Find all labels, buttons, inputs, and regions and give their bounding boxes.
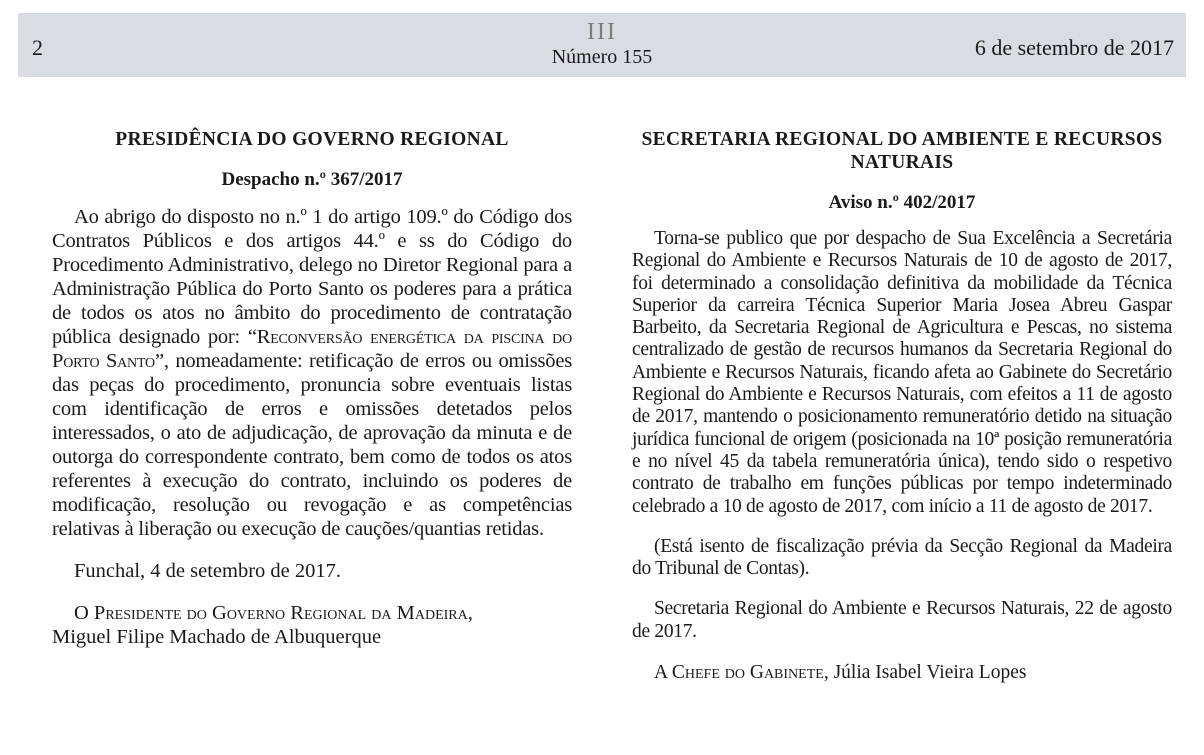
right-paragraph-3: Secretaria Regional do Ambiente e Recursos Naturais, 22 de agosto de 2017.: [632, 598, 1172, 642]
left-column: [52, 128, 572, 649]
right-signer-name: Júlia Isabel Vieira Lopes: [828, 662, 1027, 684]
right-signer-role: A Chefe do Gabinete,: [654, 662, 829, 684]
left-organization: PRESIDÊNCIA DO GOVERNO REGIONAL: [115, 129, 509, 150]
left-place-date: Funchal, 4 de setembro de 2017.: [74, 560, 342, 582]
left-signer-name: Miguel Filipe Machado de Albuquerque: [52, 626, 382, 648]
left-paragraph-1: [52, 205, 572, 541]
right-organization: SECRETARIA REGIONAL DO AMBIENTE E RECURSOS NATURAIS: [641, 129, 1163, 173]
issue-number: Número 155: [551, 46, 653, 68]
left-signer-role: O Presidente do Governo Regional da Madeira,: [74, 602, 473, 624]
left-document-title: Despacho n.º 367/2017: [221, 169, 403, 190]
right-paragraph-2: (Está isento de fiscalização prévia da Secção Regional da Madeira do Tribunal de Contas).: [632, 535, 1172, 580]
right-column: [632, 128, 1172, 684]
right-paragraph-1: Torna-se publico que por despacho de Sua Excelência a Secretária Regional do Ambiente e Recursos Naturais de 10 de agosto de 2017, foi determinado a consolidação definitiva da mobilidade da Técnica Superior da carreira Técnica Superior Maria Josea Abreu Gaspar Barbeito, da Secretaria Regional de Agricultura e Pescas, no sistema centralizado de gestão de recursos humanos da Secretaria Regional do Ambiente e Recursos Naturais, ficando afeta ao Gabinete do Secretário Regional do Ambiente e Recursos Naturais, com efeitos a 11 de agosto de 2017, mantendo o posicionamento remuneratório detido na situação jurídica funcional de origem (posicionada na 10ª posição remuneratória e no nível 45 da tabela remuneratória única), tendo sido o respetivo contrato de trabalho em funções públicas por tempo indeterminado celebrado a 10 de agosto de 2017, com início a 11 de agosto de 2017.: [632, 228, 1172, 517]
right-document-title: Aviso n.º 402/2017: [828, 192, 976, 213]
serie-label: III: [587, 19, 617, 45]
left-signature: [52, 601, 572, 649]
page-header: [18, 13, 1186, 77]
left-p1-part-b: ”, nomeadamente: retificação de erros ou omissões das peças do procedimento, pronuncia sobre eventuais listas com identificação de erros e omissões detetados pelos interessados, o ato de adjudicação, de aprovação da minuta e de outorga do correspondente contrato, bem como de todos os atos referentes à execução do contrato, incluindo os poderes de modificação, resolução ou revogação e as competências relativas à liberação ou execução de cauções/quantias retidas.: [52, 350, 573, 540]
left-p1-smallcaps: Reconversão energética da piscina do Porto Santo: [52, 326, 572, 372]
left-p1-part-a: Ao abrigo do disposto no n.º 1 do artigo 109.º do Código dos Contratos Públicos e dos artigos 44.º e ss do Código do Procedimento Administrativo, delego no Diretor Regional para a Administração Pública do Porto Santo os poderes para a prática de todos os atos no âmbito do procedimento de contratação pública designado por: “: [52, 206, 572, 348]
right-signature: [632, 661, 1172, 684]
page-number: 2: [32, 35, 43, 60]
issue-date: 6 de setembro de 2017: [974, 35, 1174, 60]
